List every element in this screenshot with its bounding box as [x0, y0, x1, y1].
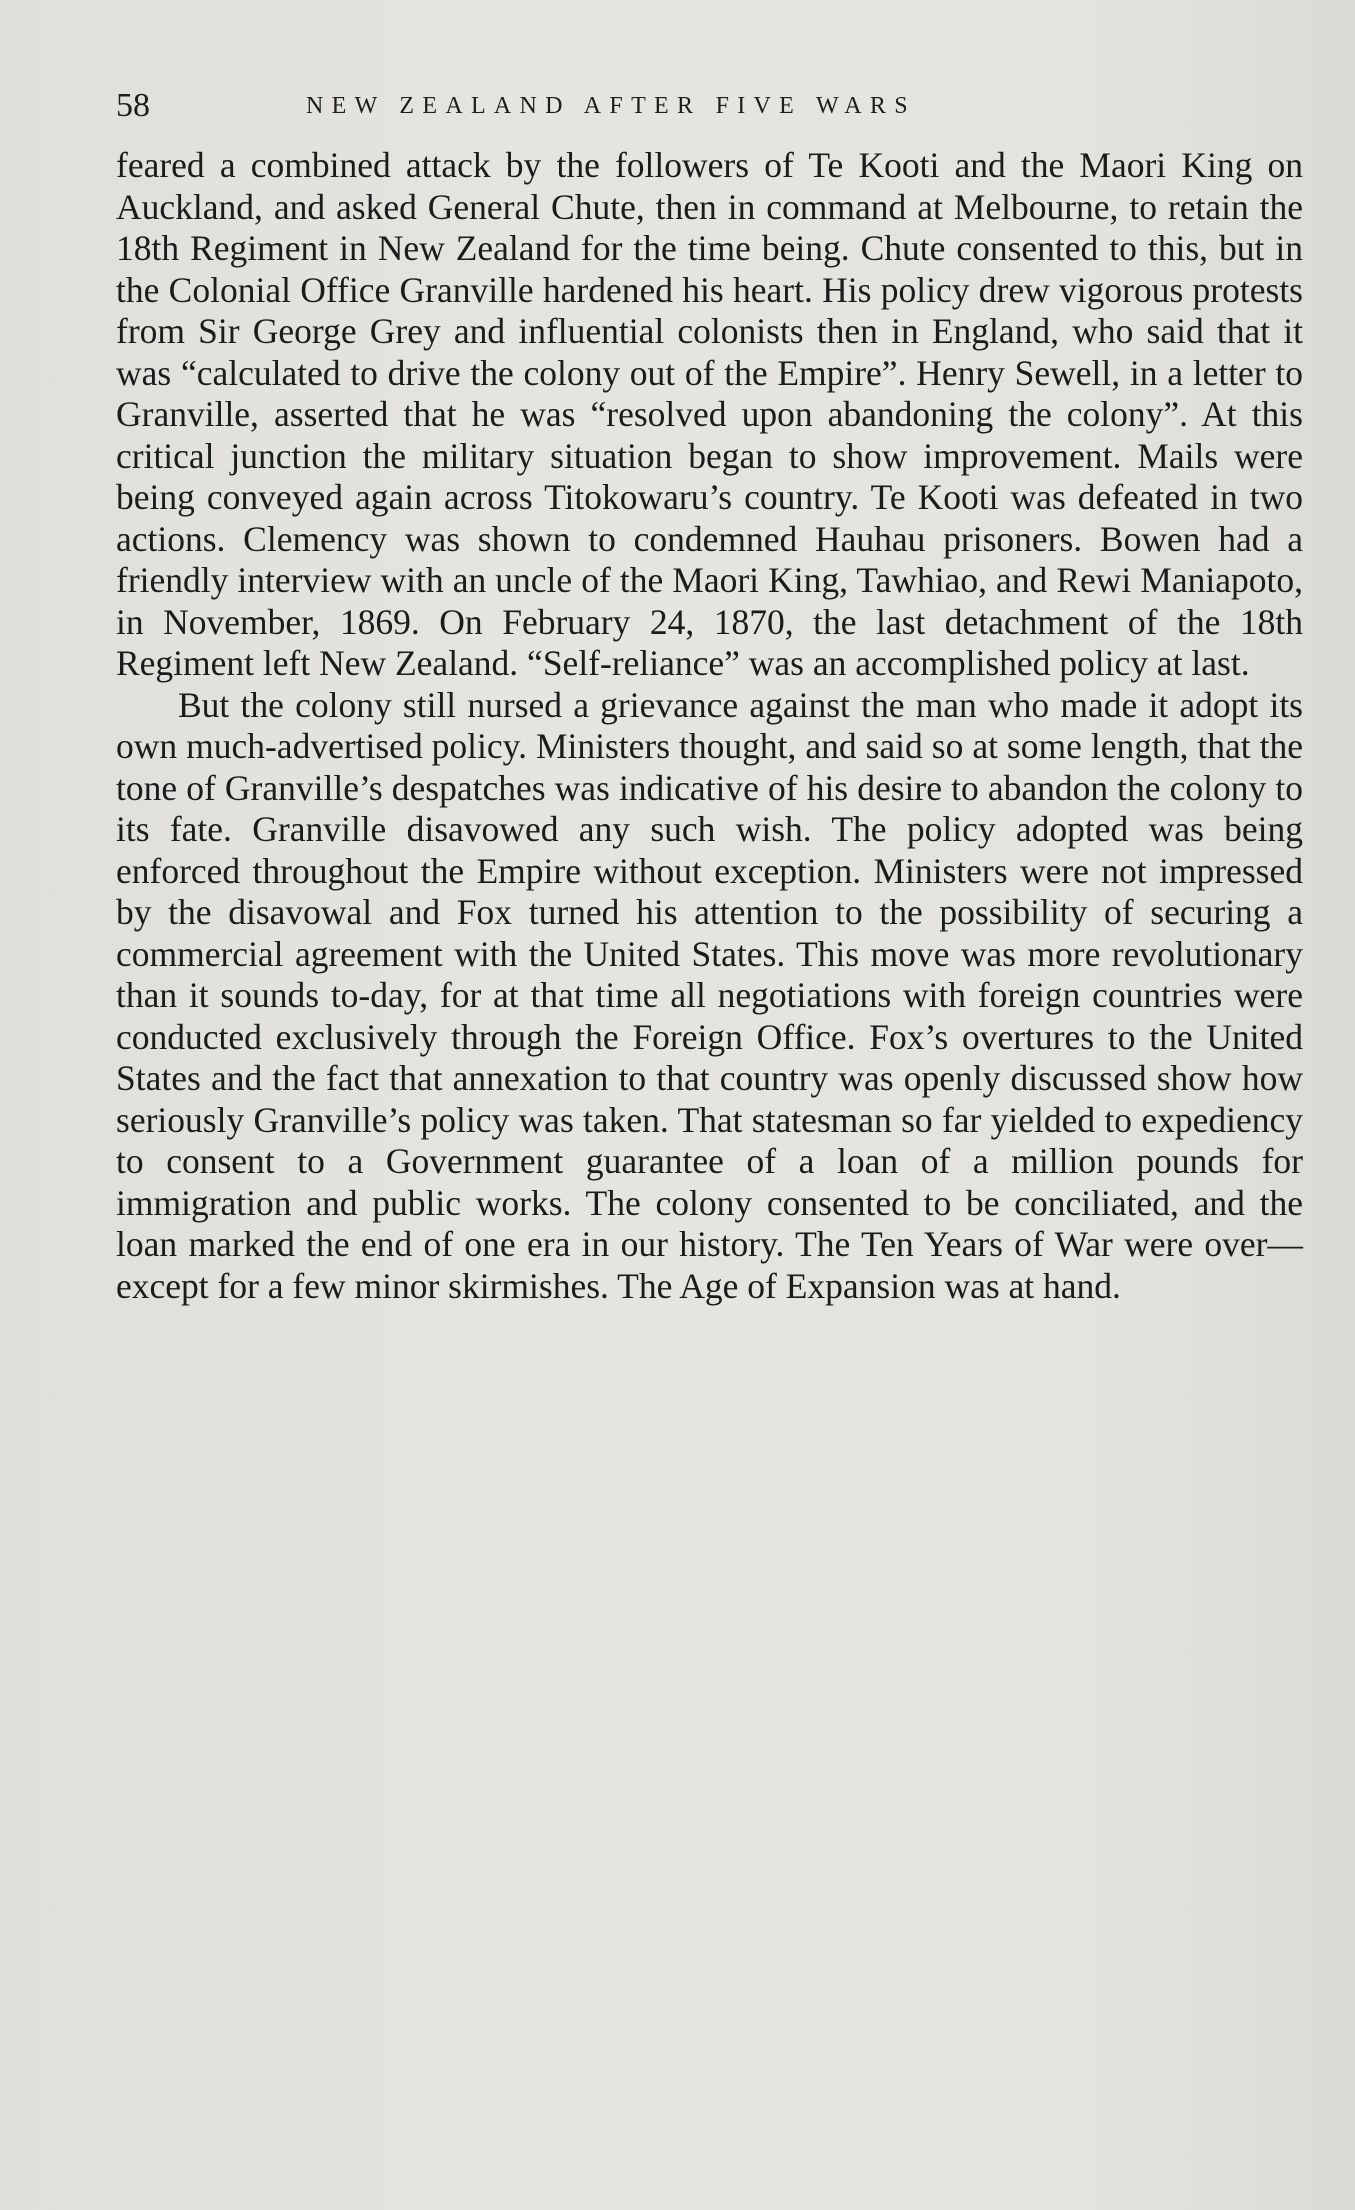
- paragraph-1: feared a combined attack by the followers of Te Kooti and the Maori King on Auckland, and asked General Chute, then in command at Melbourne, to retain the 18th Regiment in New Zealand for the time being. Chute consented to this, but in the Colonial Office Granville hardened his heart. His policy drew vigorous protests from Sir George Grey and influential colonists then in England, who said that it was “calculated to drive the colony out of the Empire”. Henry Sewell, in a letter to Granville, asserted that he was “resolved upon abandoning the colony”. At this critical junction the military situation began to show improvement. Mails were being conveyed again across Titokowaru’s country. Te Kooti was defeated in two actions. Clemency was shown to condemned Hauhau prisoners. Bowen had a friendly interview with an uncle of the Maori King, Tawhiao, and Rewi Maniapoto, in November, 1869. On February 24, 1870, the last detachment of the 18th Regiment left New Zealand. “Self-reliance” was an accomplished policy at last.: [116, 145, 1303, 683]
- running-header: [116, 86, 1303, 126]
- page-number: 58: [116, 87, 150, 124]
- running-title: NEW ZEALAND AFTER FIVE WARS: [306, 93, 916, 119]
- body-text: [116, 145, 1303, 1307]
- paragraph-2: But the colony still nursed a grievance against the man who made it adopt its own much-advertised policy. Ministers thought, and said so at some length, that the tone of Granville’s despatches was indicative of his desire to abandon the colony to its fate. Granville disavowed any such wish. The policy adopted was being enforced throughout the Empire without exception. Ministers were not impressed by the disavowal and Fox turned his attention to the possibility of securing a commercial agreement with the United States. This move was more revolutionary than it sounds to-day, for at that time all negotiations with foreign countries were conducted exclusively through the Foreign Office. Fox’s overtures to the United States and the fact that annexation to that country was openly discussed show how seriously Granville’s policy was taken. That statesman so far yielded to expediency to consent to a Government guarantee of a loan of a million pounds for immigration and public works. The colony consented to be conciliated, and the loan marked the end of one era in our history. The Ten Years of War were over—except for a few minor skirmishes. The Age of Expansion was at hand.: [116, 684, 1303, 1306]
